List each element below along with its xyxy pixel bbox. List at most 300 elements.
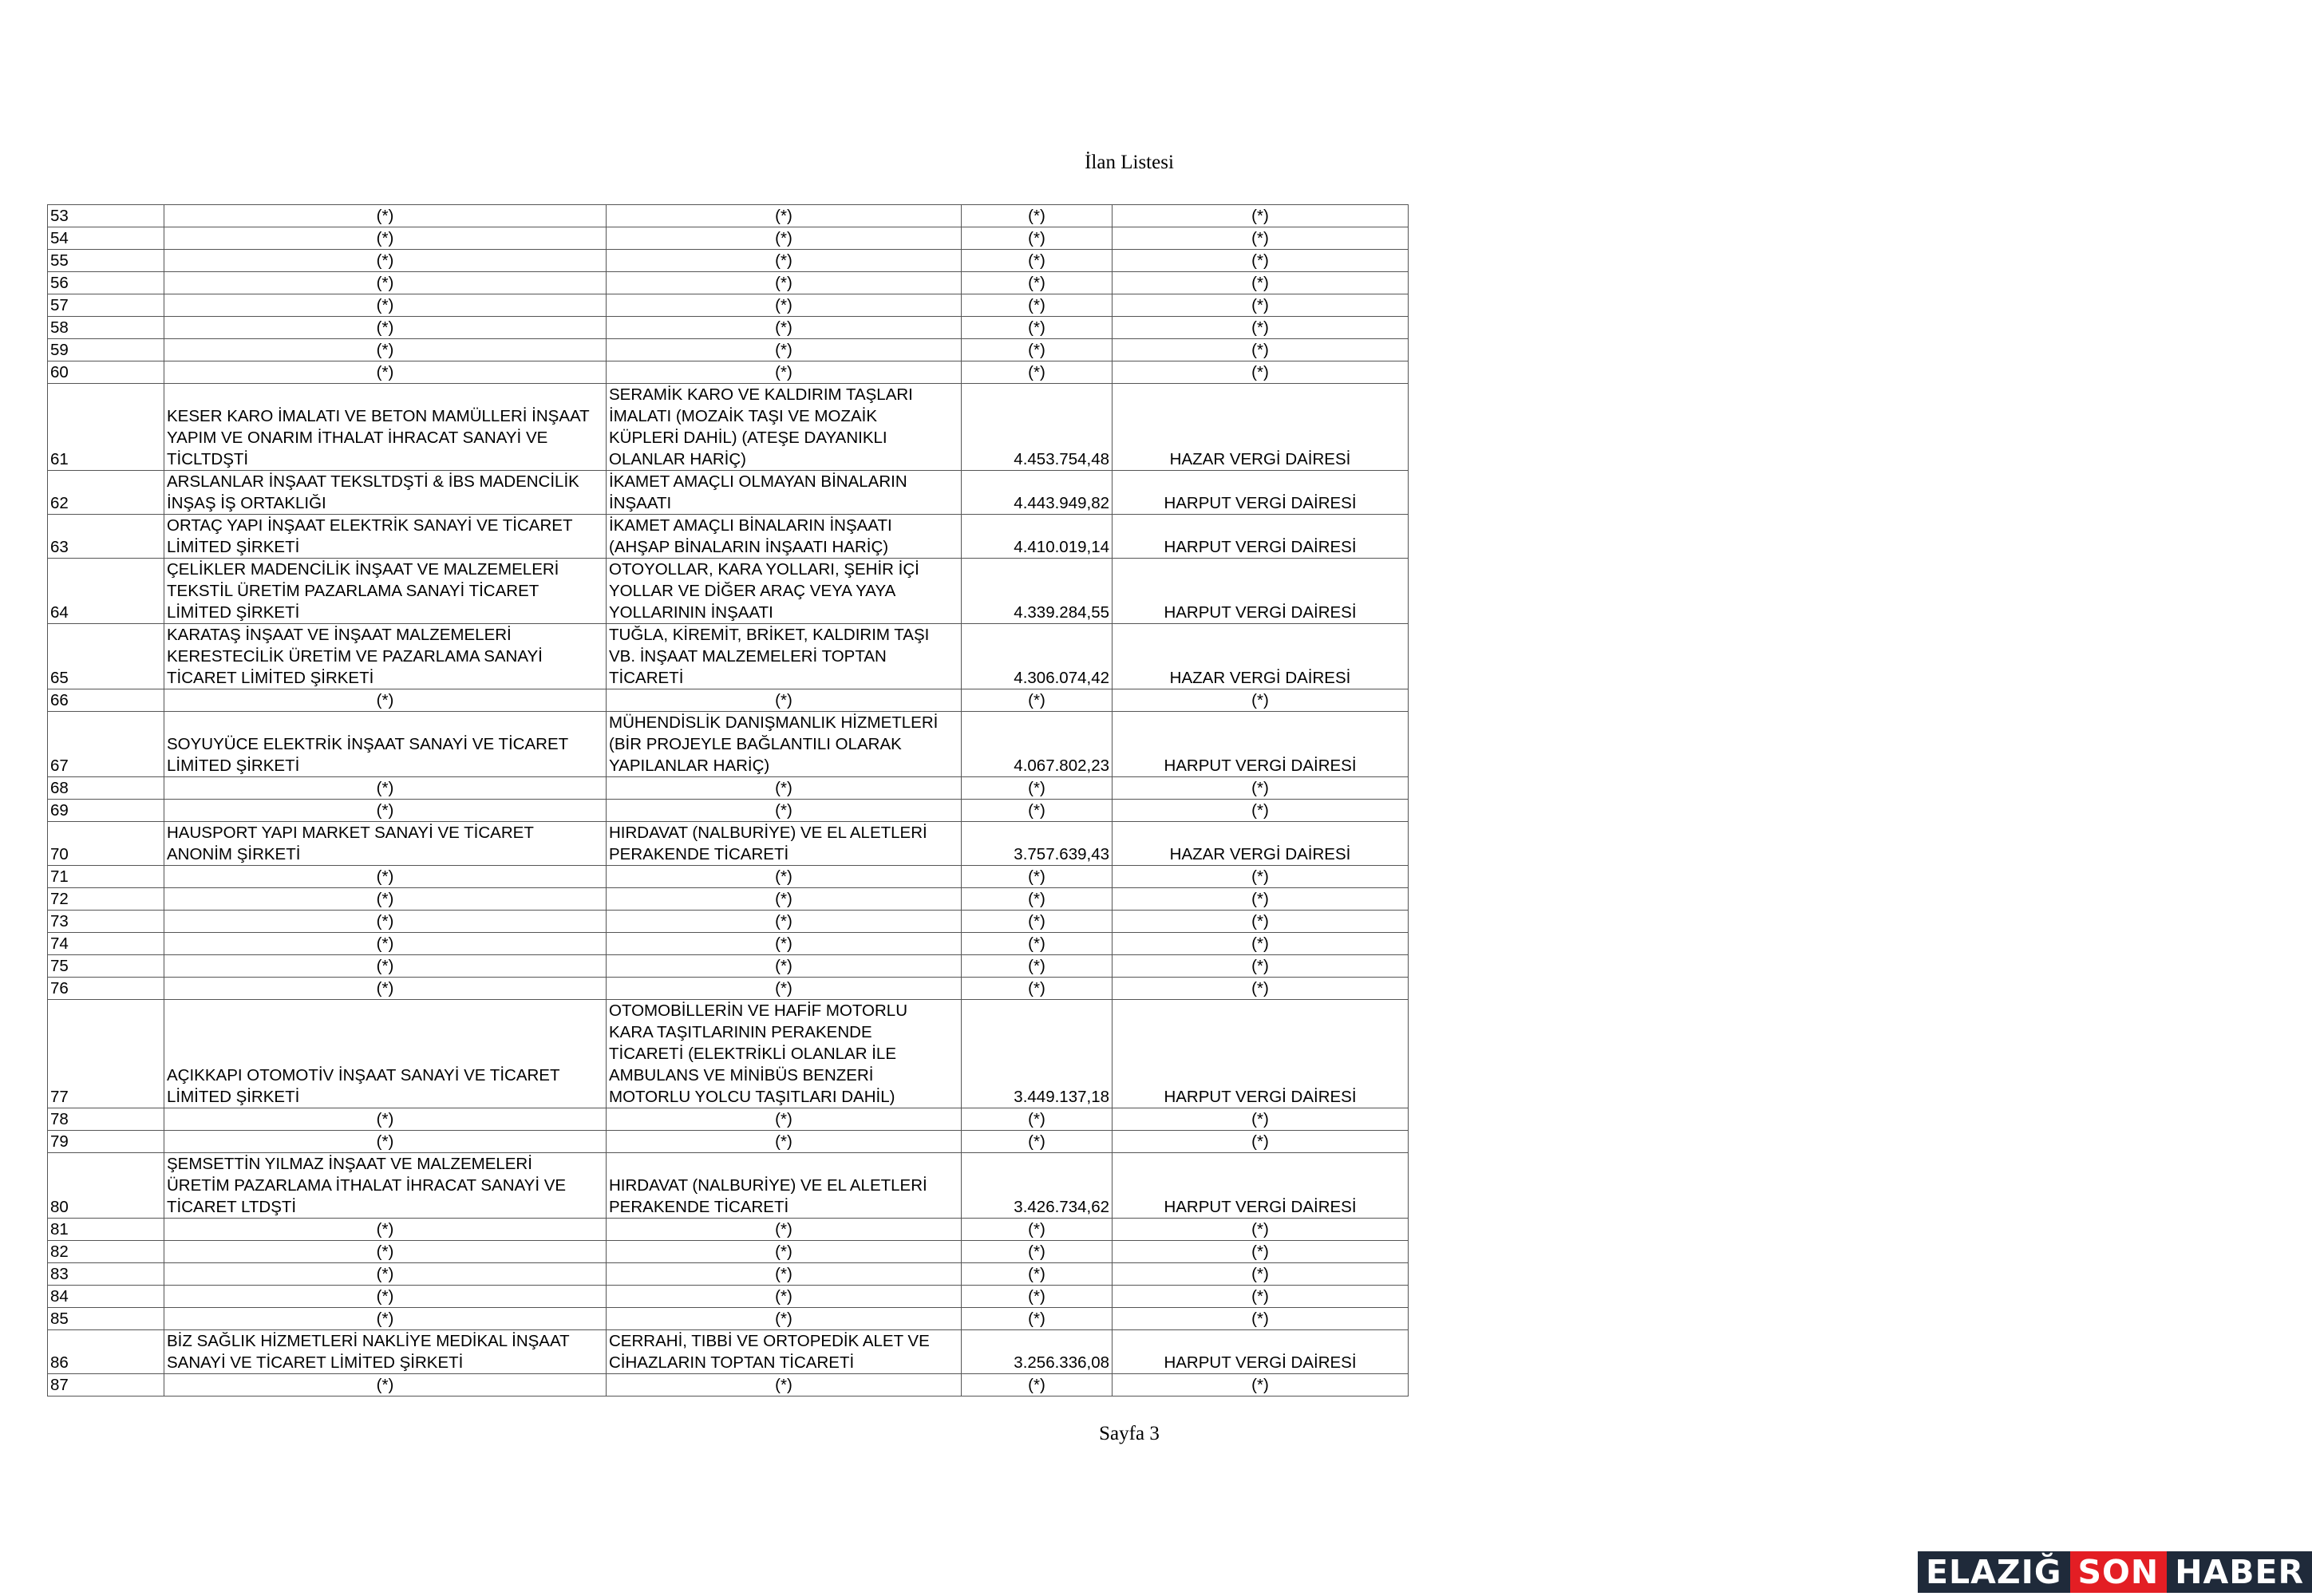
name-line: TEKSTİL ÜRETİM PAZARLAMA SANAYİ TİCARET bbox=[167, 582, 539, 600]
activity-line: CİHAZLARIN TOPTAN TİCARETİ bbox=[609, 1353, 855, 1372]
name-line: (*) bbox=[376, 1220, 394, 1238]
company-name bbox=[164, 955, 607, 978]
company-name bbox=[164, 1330, 607, 1374]
row-number: 57 bbox=[48, 294, 164, 317]
activity bbox=[607, 624, 962, 689]
table-row bbox=[48, 933, 1409, 955]
amount: (*) bbox=[962, 777, 1113, 800]
activity bbox=[607, 515, 962, 559]
company-name bbox=[164, 1263, 607, 1286]
tax-office: (*) bbox=[1113, 361, 1409, 384]
amount: (*) bbox=[962, 800, 1113, 822]
activity bbox=[607, 866, 962, 888]
name-line: (*) bbox=[376, 1376, 394, 1394]
activity-line: (*) bbox=[775, 1242, 792, 1261]
activity-line: (*) bbox=[775, 867, 792, 886]
tax-office: (*) bbox=[1113, 1108, 1409, 1131]
name-line: SANAYİ VE TİCARET LİMİTED ŞİRKETİ bbox=[167, 1353, 464, 1372]
name-line: ORTAÇ YAPI İNŞAAT ELEKTRİK SANAYİ VE TİCARET bbox=[167, 516, 573, 535]
activity bbox=[607, 1308, 962, 1330]
name-line: HAUSPORT YAPI MARKET SANAYİ VE TİCARET bbox=[167, 824, 534, 842]
activity bbox=[607, 822, 962, 866]
table-row bbox=[48, 955, 1409, 978]
activity bbox=[607, 1219, 962, 1241]
amount: (*) bbox=[962, 1108, 1113, 1131]
activity bbox=[607, 800, 962, 822]
row-number: 79 bbox=[48, 1131, 164, 1153]
name-line: (*) bbox=[376, 229, 394, 247]
activity-line: (*) bbox=[775, 341, 792, 359]
amount: 4.410.019,14 bbox=[962, 515, 1113, 559]
amount: 3.757.639,43 bbox=[962, 822, 1113, 866]
activity-line: AMBULANS VE MİNİBÜS BENZERİ bbox=[609, 1066, 874, 1084]
row-number: 68 bbox=[48, 777, 164, 800]
company-name bbox=[164, 294, 607, 317]
activity-line: (*) bbox=[775, 890, 792, 908]
table-row bbox=[48, 1263, 1409, 1286]
activity bbox=[607, 955, 962, 978]
name-line: LİMİTED ŞİRKETİ bbox=[167, 538, 300, 556]
activity-line: (*) bbox=[775, 229, 792, 247]
activity-line: (*) bbox=[775, 251, 792, 270]
activity-line: İNŞAATI bbox=[609, 494, 672, 512]
tax-office: (*) bbox=[1113, 888, 1409, 911]
table-row bbox=[48, 317, 1409, 339]
amount: (*) bbox=[962, 1286, 1113, 1308]
amount: 4.306.074,42 bbox=[962, 624, 1113, 689]
company-name bbox=[164, 250, 607, 272]
tax-office: (*) bbox=[1113, 800, 1409, 822]
amount: (*) bbox=[962, 955, 1113, 978]
activity bbox=[607, 294, 962, 317]
row-number: 86 bbox=[48, 1330, 164, 1374]
activity bbox=[607, 1000, 962, 1108]
activity bbox=[607, 777, 962, 800]
activity-line: OLANLAR HARİÇ) bbox=[609, 450, 747, 468]
row-number: 59 bbox=[48, 339, 164, 361]
amount: 3.426.734,62 bbox=[962, 1153, 1113, 1219]
table-row bbox=[48, 1308, 1409, 1330]
table-row bbox=[48, 1374, 1409, 1396]
row-number: 55 bbox=[48, 250, 164, 272]
amount: 4.443.949,82 bbox=[962, 471, 1113, 515]
name-line: TİCLTDŞTİ bbox=[167, 450, 249, 468]
activity-line: (*) bbox=[775, 207, 792, 225]
table-row bbox=[48, 1286, 1409, 1308]
activity-line: (*) bbox=[775, 296, 792, 314]
activity bbox=[607, 933, 962, 955]
activity-line: (*) bbox=[775, 934, 792, 953]
tax-office: HARPUT VERGİ DAİRESİ bbox=[1113, 1000, 1409, 1108]
company-name bbox=[164, 689, 607, 712]
row-number: 58 bbox=[48, 317, 164, 339]
name-line: ÇELİKLER MADENCİLİK İNŞAAT VE MALZEMELERİ bbox=[167, 560, 559, 579]
company-name bbox=[164, 712, 607, 777]
tax-office: (*) bbox=[1113, 777, 1409, 800]
table-row bbox=[48, 1241, 1409, 1263]
name-line: (*) bbox=[376, 867, 394, 886]
activity-line: TİCARETİ (ELEKTRİKLİ OLANLAR İLE bbox=[609, 1045, 896, 1063]
tax-office: (*) bbox=[1113, 1286, 1409, 1308]
activity bbox=[607, 227, 962, 250]
row-number: 78 bbox=[48, 1108, 164, 1131]
amount: (*) bbox=[962, 1131, 1113, 1153]
activity-line: VB. İNŞAAT MALZEMELERİ TOPTAN bbox=[609, 647, 887, 666]
name-line: YAPIM VE ONARIM İTHALAT İHRACAT SANAYİ VE bbox=[167, 429, 548, 447]
amount: (*) bbox=[962, 205, 1113, 227]
activity-line: PERAKENDE TİCARETİ bbox=[609, 845, 789, 863]
amount: (*) bbox=[962, 888, 1113, 911]
amount: 4.339.284,55 bbox=[962, 559, 1113, 624]
company-name bbox=[164, 933, 607, 955]
name-line: (*) bbox=[376, 912, 394, 930]
amount: (*) bbox=[962, 1374, 1113, 1396]
name-line: (*) bbox=[376, 363, 394, 381]
name-line: ANONİM ŞİRKETİ bbox=[167, 845, 301, 863]
activity bbox=[607, 1286, 962, 1308]
company-name bbox=[164, 272, 607, 294]
row-number: 81 bbox=[48, 1219, 164, 1241]
activity bbox=[607, 339, 962, 361]
name-line: TİCARET LTDŞTİ bbox=[167, 1198, 297, 1216]
name-line: ARSLANLAR İNŞAAT TEKSLTDŞTİ & İBS MADENCİLİK bbox=[167, 472, 579, 491]
activity-line: TUĞLA, KİREMİT, BRİKET, KALDIRIM TAŞI bbox=[609, 626, 930, 644]
activity-line: (*) bbox=[775, 912, 792, 930]
activity-line: PERAKENDE TİCARETİ bbox=[609, 1198, 789, 1216]
amount: (*) bbox=[962, 250, 1113, 272]
row-number: 69 bbox=[48, 800, 164, 822]
row-number: 87 bbox=[48, 1374, 164, 1396]
row-number: 73 bbox=[48, 911, 164, 933]
table-row bbox=[48, 1000, 1409, 1108]
company-name bbox=[164, 800, 607, 822]
amount: (*) bbox=[962, 294, 1113, 317]
amount: (*) bbox=[962, 272, 1113, 294]
amount: (*) bbox=[962, 1219, 1113, 1241]
page-number: Sayfa 3 bbox=[1099, 1423, 1160, 1444]
table-row bbox=[48, 384, 1409, 471]
table-row bbox=[48, 1108, 1409, 1131]
company-name bbox=[164, 1131, 607, 1153]
row-number: 56 bbox=[48, 272, 164, 294]
amount: 4.067.802,23 bbox=[962, 712, 1113, 777]
name-line: (*) bbox=[376, 957, 394, 975]
table-row bbox=[48, 822, 1409, 866]
company-name bbox=[164, 1219, 607, 1241]
name-line: (*) bbox=[376, 890, 394, 908]
name-line: (*) bbox=[376, 979, 394, 998]
name-line: (*) bbox=[376, 318, 394, 337]
activity-line: (*) bbox=[775, 1110, 792, 1128]
amount: 4.453.754,48 bbox=[962, 384, 1113, 471]
activity-line: YAPILANLAR HARİÇ) bbox=[609, 757, 770, 775]
name-line: LİMİTED ŞİRKETİ bbox=[167, 1088, 300, 1106]
activity bbox=[607, 911, 962, 933]
row-number: 53 bbox=[48, 205, 164, 227]
table-row bbox=[48, 712, 1409, 777]
table-row bbox=[48, 515, 1409, 559]
listing-table bbox=[47, 204, 1409, 1396]
row-number: 67 bbox=[48, 712, 164, 777]
name-line: SOYUYÜCE ELEKTRİK İNŞAAT SANAYİ VE TİCARET bbox=[167, 735, 569, 753]
activity-line: (*) bbox=[775, 274, 792, 292]
row-number: 61 bbox=[48, 384, 164, 471]
activity-line: İKAMET AMAÇLI OLMAYAN BİNALARIN bbox=[609, 472, 907, 491]
amount: (*) bbox=[962, 1241, 1113, 1263]
amount: (*) bbox=[962, 227, 1113, 250]
tax-office: (*) bbox=[1113, 933, 1409, 955]
activity bbox=[607, 712, 962, 777]
table-row bbox=[48, 1153, 1409, 1219]
table-row bbox=[48, 227, 1409, 250]
activity-line: (BİR PROJEYLE BAĞLANTILI OLARAK bbox=[609, 735, 902, 753]
table-row bbox=[48, 1219, 1409, 1241]
name-line: (*) bbox=[376, 296, 394, 314]
logo-part-son: SON bbox=[2070, 1551, 2168, 1593]
amount: (*) bbox=[962, 911, 1113, 933]
activity-line: (AHŞAP BİNALARIN İNŞAATI HARİÇ) bbox=[609, 538, 889, 556]
row-number: 77 bbox=[48, 1000, 164, 1108]
row-number: 63 bbox=[48, 515, 164, 559]
amount: (*) bbox=[962, 933, 1113, 955]
row-number: 84 bbox=[48, 1286, 164, 1308]
logo-part-haber: HABER bbox=[2167, 1551, 2312, 1593]
company-name bbox=[164, 1000, 607, 1108]
listing-table-body bbox=[48, 205, 1409, 1396]
activity-line: TİCARETİ bbox=[609, 669, 684, 687]
name-line: ÜRETİM PAZARLAMA İTHALAT İHRACAT SANAYİ VE bbox=[167, 1176, 567, 1195]
amount: 3.256.336,08 bbox=[962, 1330, 1113, 1374]
activity-line: CERRAHİ, TIBBİ VE ORTOPEDİK ALET VE bbox=[609, 1332, 930, 1350]
company-name bbox=[164, 361, 607, 384]
table-row bbox=[48, 1330, 1409, 1374]
amount: 3.449.137,18 bbox=[962, 1000, 1113, 1108]
company-name bbox=[164, 515, 607, 559]
company-name bbox=[164, 384, 607, 471]
name-line: (*) bbox=[376, 341, 394, 359]
activity bbox=[607, 1241, 962, 1263]
tax-office: HARPUT VERGİ DAİRESİ bbox=[1113, 559, 1409, 624]
name-line: AÇIKKAPI OTOMOTİV İNŞAAT SANAYİ VE TİCARET bbox=[167, 1066, 560, 1084]
name-line: KARATAŞ İNŞAAT VE İNŞAAT MALZEMELERİ bbox=[167, 626, 512, 644]
tax-office: (*) bbox=[1113, 866, 1409, 888]
tax-office: HARPUT VERGİ DAİRESİ bbox=[1113, 471, 1409, 515]
activity-line: İMALATI (MOZAİK TAŞI VE MOZAİK bbox=[609, 407, 878, 425]
tax-office: (*) bbox=[1113, 1241, 1409, 1263]
table-row bbox=[48, 624, 1409, 689]
tax-office: (*) bbox=[1113, 317, 1409, 339]
row-number: 64 bbox=[48, 559, 164, 624]
tax-office: (*) bbox=[1113, 294, 1409, 317]
name-line: (*) bbox=[376, 1110, 394, 1128]
name-line: LİMİTED ŞİRKETİ bbox=[167, 757, 300, 775]
company-name bbox=[164, 911, 607, 933]
amount: (*) bbox=[962, 866, 1113, 888]
tax-office: HARPUT VERGİ DAİRESİ bbox=[1113, 712, 1409, 777]
activity bbox=[607, 1330, 962, 1374]
company-name bbox=[164, 888, 607, 911]
name-line: TİCARET LİMİTED ŞİRKETİ bbox=[167, 669, 374, 687]
table-row bbox=[48, 777, 1409, 800]
activity-line: (*) bbox=[775, 1265, 792, 1283]
name-line: İNŞAŞ İŞ ORTAKLIĞI bbox=[167, 494, 326, 512]
tax-office: (*) bbox=[1113, 1263, 1409, 1286]
activity-line: HIRDAVAT (NALBURİYE) VE EL ALETLERİ bbox=[609, 1176, 927, 1195]
activity-line: (*) bbox=[775, 979, 792, 998]
tax-office: (*) bbox=[1113, 1374, 1409, 1396]
activity bbox=[607, 272, 962, 294]
tax-office: (*) bbox=[1113, 272, 1409, 294]
row-number: 80 bbox=[48, 1153, 164, 1219]
table-row bbox=[48, 272, 1409, 294]
amount: (*) bbox=[962, 978, 1113, 1000]
activity bbox=[607, 1131, 962, 1153]
company-name bbox=[164, 1308, 607, 1330]
activity bbox=[607, 471, 962, 515]
tax-office: HARPUT VERGİ DAİRESİ bbox=[1113, 515, 1409, 559]
activity-line: (*) bbox=[775, 691, 792, 709]
table-row bbox=[48, 888, 1409, 911]
activity-line: KARA TAŞITLARININ PERAKENDE bbox=[609, 1023, 872, 1041]
tax-office: (*) bbox=[1113, 250, 1409, 272]
tax-office: (*) bbox=[1113, 689, 1409, 712]
table-row bbox=[48, 205, 1409, 227]
tax-office: (*) bbox=[1113, 978, 1409, 1000]
activity-line: MOTORLU YOLCU TAŞITLARI DAHİL) bbox=[609, 1088, 895, 1106]
company-name bbox=[164, 1241, 607, 1263]
name-line: (*) bbox=[376, 779, 394, 797]
company-name bbox=[164, 624, 607, 689]
name-line: (*) bbox=[376, 251, 394, 270]
row-number: 60 bbox=[48, 361, 164, 384]
amount: (*) bbox=[962, 339, 1113, 361]
activity bbox=[607, 978, 962, 1000]
row-number: 70 bbox=[48, 822, 164, 866]
name-line: KESER KARO İMALATI VE BETON MAMÜLLERİ İNŞAAT bbox=[167, 407, 590, 425]
activity bbox=[607, 317, 962, 339]
table-row bbox=[48, 471, 1409, 515]
company-name bbox=[164, 339, 607, 361]
row-number: 82 bbox=[48, 1241, 164, 1263]
row-number: 85 bbox=[48, 1308, 164, 1330]
name-line: (*) bbox=[376, 1310, 394, 1328]
row-number: 62 bbox=[48, 471, 164, 515]
tax-office: HAZAR VERGİ DAİRESİ bbox=[1113, 624, 1409, 689]
table-row bbox=[48, 800, 1409, 822]
company-name bbox=[164, 471, 607, 515]
tax-office: (*) bbox=[1113, 339, 1409, 361]
amount: (*) bbox=[962, 1263, 1113, 1286]
activity bbox=[607, 1108, 962, 1131]
company-name bbox=[164, 317, 607, 339]
amount: (*) bbox=[962, 361, 1113, 384]
tax-office: (*) bbox=[1113, 911, 1409, 933]
table-row bbox=[48, 559, 1409, 624]
row-number: 75 bbox=[48, 955, 164, 978]
activity-line: KÜPLERİ DAHİL) (ATEŞE DAYANIKLI bbox=[609, 429, 887, 447]
activity-line: (*) bbox=[775, 957, 792, 975]
tax-office: HARPUT VERGİ DAİRESİ bbox=[1113, 1330, 1409, 1374]
activity-line: (*) bbox=[775, 1132, 792, 1151]
activity-line: (*) bbox=[775, 1287, 792, 1306]
table-row bbox=[48, 1131, 1409, 1153]
table-row bbox=[48, 978, 1409, 1000]
amount: (*) bbox=[962, 1308, 1113, 1330]
name-line: (*) bbox=[376, 207, 394, 225]
activity bbox=[607, 384, 962, 471]
company-name bbox=[164, 978, 607, 1000]
table-row bbox=[48, 250, 1409, 272]
company-name bbox=[164, 559, 607, 624]
company-name bbox=[164, 1108, 607, 1131]
name-line: (*) bbox=[376, 934, 394, 953]
activity-line: HIRDAVAT (NALBURİYE) VE EL ALETLERİ bbox=[609, 824, 927, 842]
tax-office: HARPUT VERGİ DAİRESİ bbox=[1113, 1153, 1409, 1219]
activity-line: YOLLAR VE DİĞER ARAÇ VEYA YAYA bbox=[609, 582, 896, 600]
table-row bbox=[48, 339, 1409, 361]
company-name bbox=[164, 1374, 607, 1396]
table-row bbox=[48, 866, 1409, 888]
activity-line: (*) bbox=[775, 318, 792, 337]
activity-line: MÜHENDİSLİK DANIŞMANLIK HİZMETLERİ bbox=[609, 713, 939, 732]
activity-line: (*) bbox=[775, 363, 792, 381]
row-number: 76 bbox=[48, 978, 164, 1000]
company-name bbox=[164, 205, 607, 227]
activity bbox=[607, 559, 962, 624]
row-number: 72 bbox=[48, 888, 164, 911]
company-name bbox=[164, 227, 607, 250]
tax-office: HAZAR VERGİ DAİRESİ bbox=[1113, 822, 1409, 866]
activity-line: (*) bbox=[775, 1220, 792, 1238]
activity bbox=[607, 1374, 962, 1396]
company-name bbox=[164, 1153, 607, 1219]
activity-line: OTOMOBİLLERİN VE HAFİF MOTORLU bbox=[609, 1001, 907, 1020]
amount: (*) bbox=[962, 689, 1113, 712]
activity bbox=[607, 250, 962, 272]
name-line: ŞEMSETTİN YILMAZ İNŞAAT VE MALZEMELERİ bbox=[167, 1155, 532, 1173]
name-line: (*) bbox=[376, 1132, 394, 1151]
activity-line: YOLLARININ İNŞAATI bbox=[609, 603, 773, 622]
row-number: 54 bbox=[48, 227, 164, 250]
row-number: 74 bbox=[48, 933, 164, 955]
company-name bbox=[164, 1286, 607, 1308]
company-name bbox=[164, 777, 607, 800]
name-line: (*) bbox=[376, 801, 394, 820]
activity bbox=[607, 361, 962, 384]
tax-office: (*) bbox=[1113, 227, 1409, 250]
activity-line: (*) bbox=[775, 1376, 792, 1394]
tax-office: (*) bbox=[1113, 955, 1409, 978]
tax-office: (*) bbox=[1113, 1308, 1409, 1330]
activity-line: (*) bbox=[775, 1310, 792, 1328]
activity-line: İKAMET AMAÇLI BİNALARIN İNŞAATI bbox=[609, 516, 892, 535]
table-row bbox=[48, 294, 1409, 317]
amount: (*) bbox=[962, 317, 1113, 339]
activity bbox=[607, 205, 962, 227]
table-row bbox=[48, 689, 1409, 712]
logo-part-elazig: ELAZIĞ bbox=[1918, 1551, 2070, 1593]
activity-line: SERAMİK KARO VE KALDIRIM TAŞLARI bbox=[609, 385, 913, 404]
page-title: İlan Listesi bbox=[1085, 152, 1174, 173]
name-line: (*) bbox=[376, 1287, 394, 1306]
name-line: KERESTECİLİK ÜRETİM VE PAZARLAMA SANAYİ bbox=[167, 647, 543, 666]
tax-office: (*) bbox=[1113, 1131, 1409, 1153]
tax-office: (*) bbox=[1113, 205, 1409, 227]
row-number: 83 bbox=[48, 1263, 164, 1286]
row-number: 65 bbox=[48, 624, 164, 689]
site-logo bbox=[1918, 1551, 2312, 1593]
name-line: (*) bbox=[376, 1265, 394, 1283]
